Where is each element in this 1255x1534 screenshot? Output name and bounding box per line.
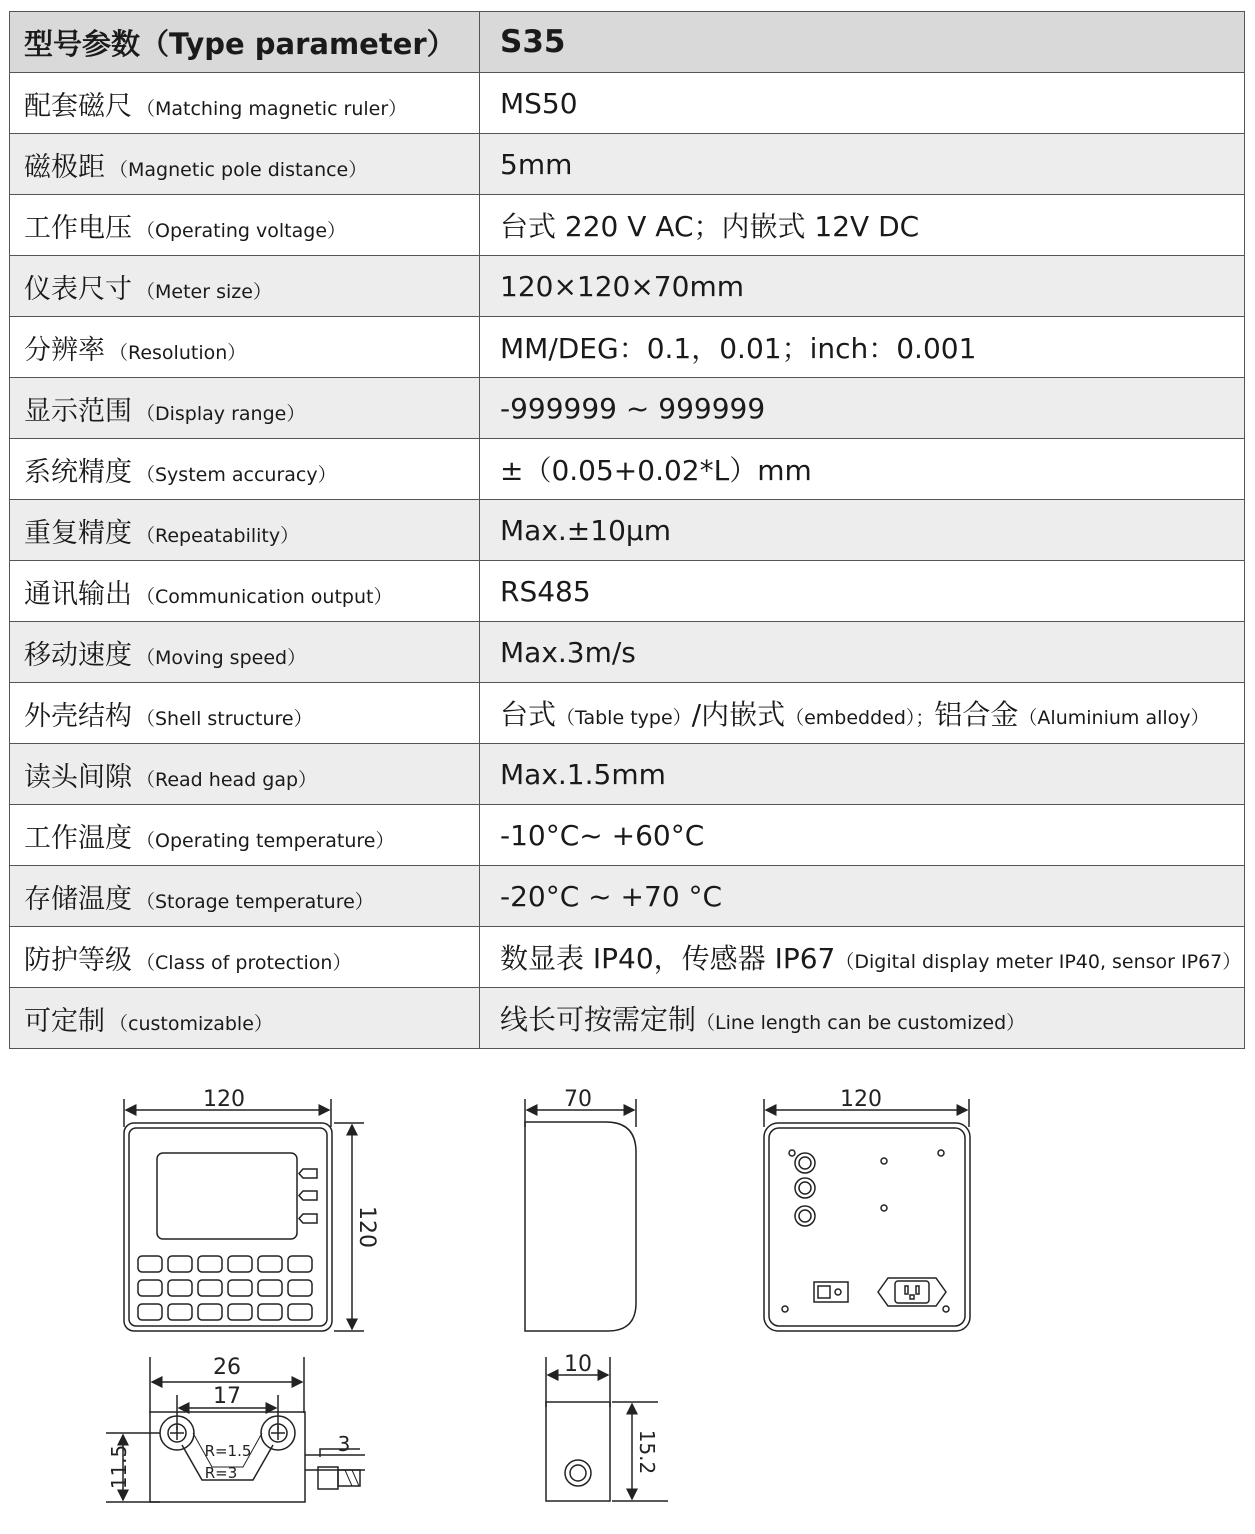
table-row [10,317,1245,378]
table-row [10,988,1245,1049]
value-en: （embedded）； [785,707,935,729]
value-text: ±（0.05+0.02*L）mm [500,454,812,487]
value-text: 数显表 IP40，传感器 IP67 [500,942,836,975]
value-text: 线长可按需定制 [500,1003,697,1036]
label-zh: 读头间隙 [24,761,132,793]
front-height-dim: 120 [354,1206,379,1248]
value-text: -20°C ~ +70 °C [500,879,723,913]
label-zh: 系统精度 [24,456,132,488]
value-text: 台式 [500,698,557,731]
label-en: （Matching magnetic ruler） [136,97,408,120]
row-label [10,378,480,439]
value-text: 台式 220 V AC；内嵌式 12V DC [500,210,920,243]
value-text: Max.1.5mm [500,757,666,791]
label-en: （Display range） [136,402,306,425]
row-value [480,866,1245,927]
row-label [10,256,480,317]
front-view-drawing [124,1099,364,1331]
row-value [480,73,1245,134]
header-model-value: S35 [480,12,1245,73]
label-en: （Communication output） [136,585,393,608]
label-en: （Operating voltage） [136,219,347,242]
row-label [10,866,480,927]
row-label [10,561,480,622]
value-text: RS485 [500,574,591,608]
row-value [480,317,1245,378]
row-value [480,439,1245,500]
label-en: （Shell structure） [136,707,313,730]
value-en: （Table type） [556,707,692,729]
value-en: （Digital display meter IP40, sensor IP67） [835,951,1242,973]
label-zh: 工作电压 [24,212,132,244]
head-side-width-dim: 10 [564,1352,592,1377]
label-zh: 可定制 [24,1005,105,1037]
value-text: -999999 ~ 999999 [500,391,766,425]
side-depth-dim: 70 [564,1087,592,1112]
label-en: （Resolution） [109,341,247,364]
head-radius-outer-dim: R=3 [204,1464,238,1482]
table-row [10,622,1245,683]
side-view-drawing [525,1099,636,1331]
label-zh: 移动速度 [24,639,132,671]
row-label [10,195,480,256]
rear-width-dim: 120 [840,1087,882,1112]
table-row [10,195,1245,256]
keypad [138,1256,312,1320]
row-label [10,805,480,866]
table-row [10,866,1245,927]
row-value [480,622,1245,683]
label-en: （Storage temperature） [136,890,374,913]
head-side-height-dim: 15.2 [635,1429,659,1475]
row-value [480,561,1245,622]
row-label [10,744,480,805]
row-value [480,378,1245,439]
value-text: Max.3m/s [500,635,636,669]
label-zh: 配套磁尺 [24,90,132,122]
table-row [10,927,1245,988]
row-value [480,744,1245,805]
row-value [480,988,1245,1049]
row-label [10,439,480,500]
table-row [10,439,1245,500]
table-row [10,683,1245,744]
row-value [480,500,1245,561]
label-zh: 工作温度 [24,822,132,854]
label-en: （Read head gap） [136,768,318,791]
head-height-dim: 11.5 [107,1444,131,1490]
label-zh: 分辨率 [24,334,105,366]
label-zh: 仪表尺寸 [24,273,132,305]
row-label [10,500,480,561]
label-zh: 外壳结构 [24,700,132,732]
rear-view-drawing [764,1099,970,1331]
label-en: （customizable） [109,1012,273,1035]
table-row [10,500,1245,561]
label-en: （Moving speed） [136,646,307,669]
table-row [10,805,1245,866]
head-width-dim: 26 [213,1355,241,1380]
row-label [10,73,480,134]
table-row [10,134,1245,195]
value-text: -10°C~ +60°C [500,818,705,852]
value-text: /内嵌式 [691,698,786,731]
value-text: MS50 [500,86,578,120]
row-value [480,927,1245,988]
label-en: （Class of protection） [136,951,352,974]
label-zh: 通讯输出 [24,578,132,610]
value-en: （Aluminium alloy） [1018,707,1210,729]
spec-table [9,11,1245,1049]
label-zh: 防护等级 [24,944,132,976]
value-text: MM/DEG：0.1，0.01；inch：0.001 [500,332,977,365]
label-en: （Magnetic pole distance） [109,158,368,181]
table-row [10,561,1245,622]
value-en: （Line length can be customized） [696,1012,1026,1034]
row-label [10,317,480,378]
label-en: （Repeatability） [136,524,300,547]
row-value [480,256,1245,317]
row-label [10,927,480,988]
head-cable-dim: 3 [337,1432,351,1456]
label-zh: 存储温度 [24,883,132,915]
table-row [10,73,1245,134]
row-value [480,195,1245,256]
table-header-row [10,12,1245,73]
head-hole-spacing-dim: 17 [213,1384,241,1409]
value-text: 120×120×70mm [500,269,744,303]
row-label [10,683,480,744]
head-radius-inner-dim: R=1.5 [204,1442,252,1460]
label-zh: 重复精度 [24,517,132,549]
row-value [480,805,1245,866]
label-en: （Operating temperature） [136,829,395,852]
label-en: （System accuracy） [136,463,337,486]
row-label [10,622,480,683]
dimension-drawings [0,1075,1255,1534]
front-width-dim: 120 [203,1087,245,1112]
value-text: Max.±10μm [500,513,671,547]
value-text: 铝合金 [934,698,1019,731]
table-row [10,256,1245,317]
row-value [480,683,1245,744]
row-label [10,134,480,195]
label-zh: 磁极距 [24,151,105,183]
row-value [480,134,1245,195]
table-row [10,744,1245,805]
value-text: 5mm [500,147,573,181]
label-zh: 显示范围 [24,395,132,427]
row-label [10,988,480,1049]
table-row [10,378,1245,439]
header-label: 型号参数（Type parameter） [10,12,480,73]
label-en: （Meter size） [136,280,272,303]
